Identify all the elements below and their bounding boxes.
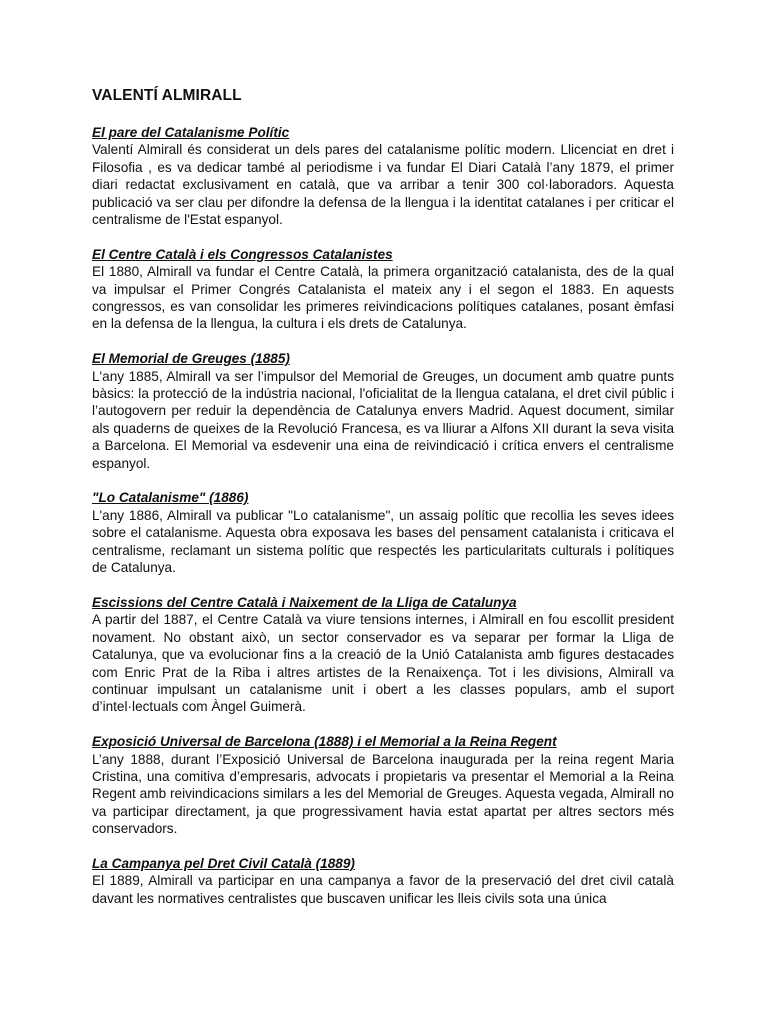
section-heading: La Campanya pel Dret Civil Català (1889): [92, 855, 355, 871]
section-heading: El Memorial de Greuges (1885): [92, 351, 290, 367]
section-dret-civil: [92, 855, 674, 907]
section-pare-catalanisme: [92, 124, 674, 228]
section-body: A partir del 1887, el Centre Català va viure tensions internes, i Almirall en fou escollit president novament. No obstant això, un sector conservador es va separar per formar la Lliga de Catalunya, que va evolucionar fins a la creació de la Unió Catalanista amb figures destacades com Enric Prat de la Riba i altres artistes de la Renaixença. Tot i les divisions, Almirall va continuar impulsant un catalanisme unit i obert a les classes populars, amb el suport d’intel·lectuals com Àngel Guimerà.: [92, 612, 674, 715]
section-body: El 1889, Almirall va participar en una campanya a favor de la preservació del dret civil català davant les normatives centralistes que buscaven unificar les lleis civils sota una única: [92, 873, 674, 906]
section-centre-catala: [92, 246, 674, 333]
section-heading: "Lo Catalanisme" (1886): [92, 490, 249, 506]
section-body: L'any 1885, Almirall va ser l’impulsor del Memorial de Greuges, un document amb quatre punts bàsics: la protecció de la indústria nacional, l'oficialitat de la llengua catalana, el dret civil públic i l’autogovern per reduir la dependència de Catalunya envers Madrid. Aquest document, similar als quaderns de queixes de la Revolució Francesa, es va lliurar a Alfons XII durant la seva visita a Barcelona. El Memorial va esdevenir una eina de reivindicació i crítica envers el centralisme espanyol.: [92, 368, 674, 471]
section-heading: El Centre Català i els Congressos Catalanistes: [92, 246, 393, 262]
section-body: Valentí Almirall és considerat un dels pares del catalanisme polític modern. Llicenciat en dret i Filosofia , es va dedicar també al periodisme i va fundar El Diari Català l’any 1879, el primer diari redactat exclusivament en català, que va arribar a tenir 300 col·laboradors. Aquesta publicació va ser clau per difondre la defensa de la llengua i la identitat catalanes i per criticar el centralisme de l'Estat espanyol.: [92, 142, 674, 228]
section-lo-catalanisme: [92, 489, 674, 576]
section-body: El 1880, Almirall va fundar el Centre Català, la primera organització catalanista, des de la qual va impulsar el Primer Congrés Catalanista el mateix any i el segon el 1883. En aquests congressos, es van consolidar les primeres reivindicacions polítiques catalanes, posant èmfasi en la defensa de la llengua, la cultura i els drets de Catalunya.: [92, 264, 674, 332]
section-memorial-greuges: [92, 350, 674, 472]
document-page: [92, 86, 674, 925]
section-heading: Exposició Universal de Barcelona (1888) i el Memorial a la Reina Regent: [92, 734, 557, 750]
section-heading: Escissions del Centre Català i Naixement de la Lliga de Catalunya: [92, 594, 517, 610]
section-escissions-lliga: [92, 594, 674, 716]
section-heading: El pare del Catalanisme Polític: [92, 125, 290, 140]
section-body: L'any 1886, Almirall va publicar "Lo catalanisme", un assaig polític que recollia les seves idees sobre el catalanisme. Aquesta obra exposava les bases del pensament catalanista i criticava el centralisme, reclamant un sistema polític que respectés les particularitats culturals i polítiques de Catalunya.: [92, 507, 674, 576]
document-title: VALENTÍ ALMIRALL: [92, 87, 242, 104]
section-body: L’any 1888, durant l’Exposició Universal de Barcelona inaugurada per la reina regent Maria Cristina, una comitiva d’empresaris, advocats i propietaris va presentar el Memorial a la Reina Regent amb reivindicacions similars a les del Memorial de Greuges. Aquesta vegada, Almirall no va participar directament, ja que progressivament havia estat apartat per altres sectors més conservadors.: [92, 751, 674, 837]
section-exposicio-universal: [92, 733, 674, 837]
